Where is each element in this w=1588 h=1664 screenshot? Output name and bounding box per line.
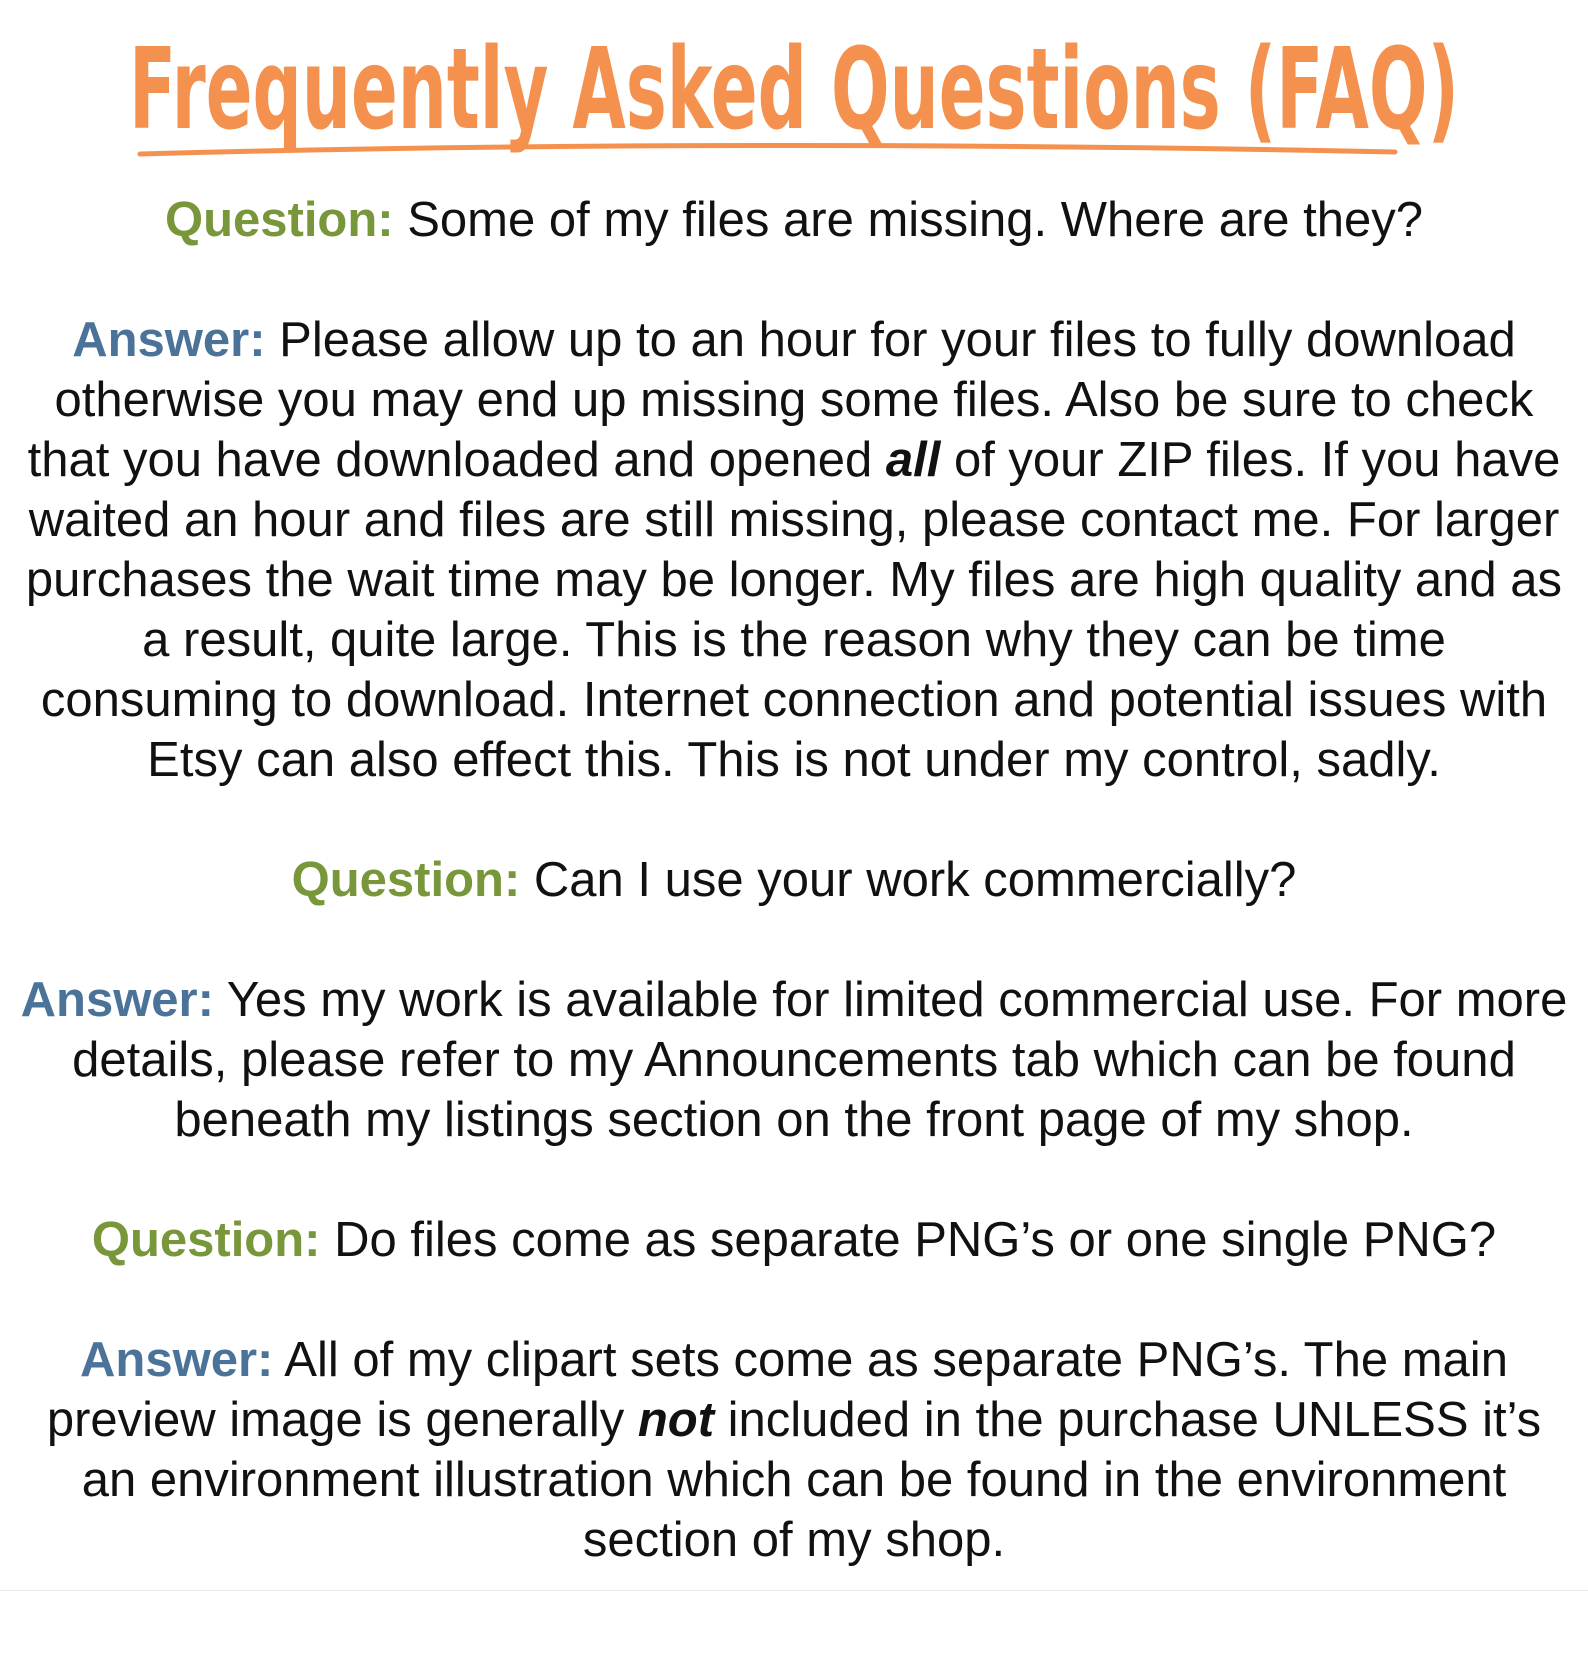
question-text: Can I use your work commercially?: [533, 853, 1297, 907]
page-title: Frequently Asked Questions (FAQ): [129, 25, 1459, 155]
faq-question-2: [18, 850, 1570, 910]
spacer: [18, 910, 1570, 970]
faq-content: [18, 190, 1570, 1570]
title-graphic: [0, 0, 1588, 185]
answer-text: Yes my work is available for limited commercial use. For more details, please refer to my Announcements tab which can be found beneath my listings section on the front page of my shop.: [72, 973, 1568, 1147]
faq-question-3: [18, 1210, 1570, 1270]
bottom-divider: [0, 1590, 1588, 1591]
spacer: [18, 250, 1570, 310]
answer-text: All of my clipart sets come as separate PNG’s. The main preview image is generally: [46, 1333, 1508, 1447]
question-label: Question:: [91, 1213, 321, 1267]
answer-label: Answer:: [20, 973, 214, 1027]
answer-emphasis: all: [885, 433, 941, 487]
page-header: [0, 0, 1588, 185]
question-text: Do files come as separate PNG’s or one single PNG?: [334, 1213, 1497, 1267]
faq-answer-3: [18, 1330, 1570, 1570]
faq-answer-2: [18, 970, 1570, 1150]
spacer: [18, 1270, 1570, 1330]
question-text: Some of my files are missing. Where are they?: [407, 193, 1424, 247]
answer-label: Answer:: [72, 313, 266, 367]
spacer: [18, 790, 1570, 850]
faq-answer-1: [18, 310, 1570, 790]
question-label: Question:: [291, 853, 521, 907]
faq-question-1: [18, 190, 1570, 250]
answer-text-continued: of your ZIP files. If you have waited an hour and files are still missing, please contact me. For larger purchases the wait time may be longer. My files are high quality and as a result, quite large. This is the reason why they can be time consuming to download. Internet connection and potential issues with Etsy can also effect this. This is not under my control, sadly.: [25, 433, 1563, 787]
spacer: [18, 1150, 1570, 1210]
answer-text: Please allow up to an hour for your files to fully download otherwise you may end up missing some files. Also be sure to check that you have downloaded and opened: [27, 313, 1534, 487]
answer-text-continued: included in the purchase UNLESS it’s an environment illustration which can be found in the environment section of my shop.: [81, 1393, 1542, 1567]
question-label: Question:: [164, 193, 394, 247]
answer-label: Answer:: [80, 1333, 274, 1387]
answer-emphasis: not: [637, 1393, 715, 1447]
